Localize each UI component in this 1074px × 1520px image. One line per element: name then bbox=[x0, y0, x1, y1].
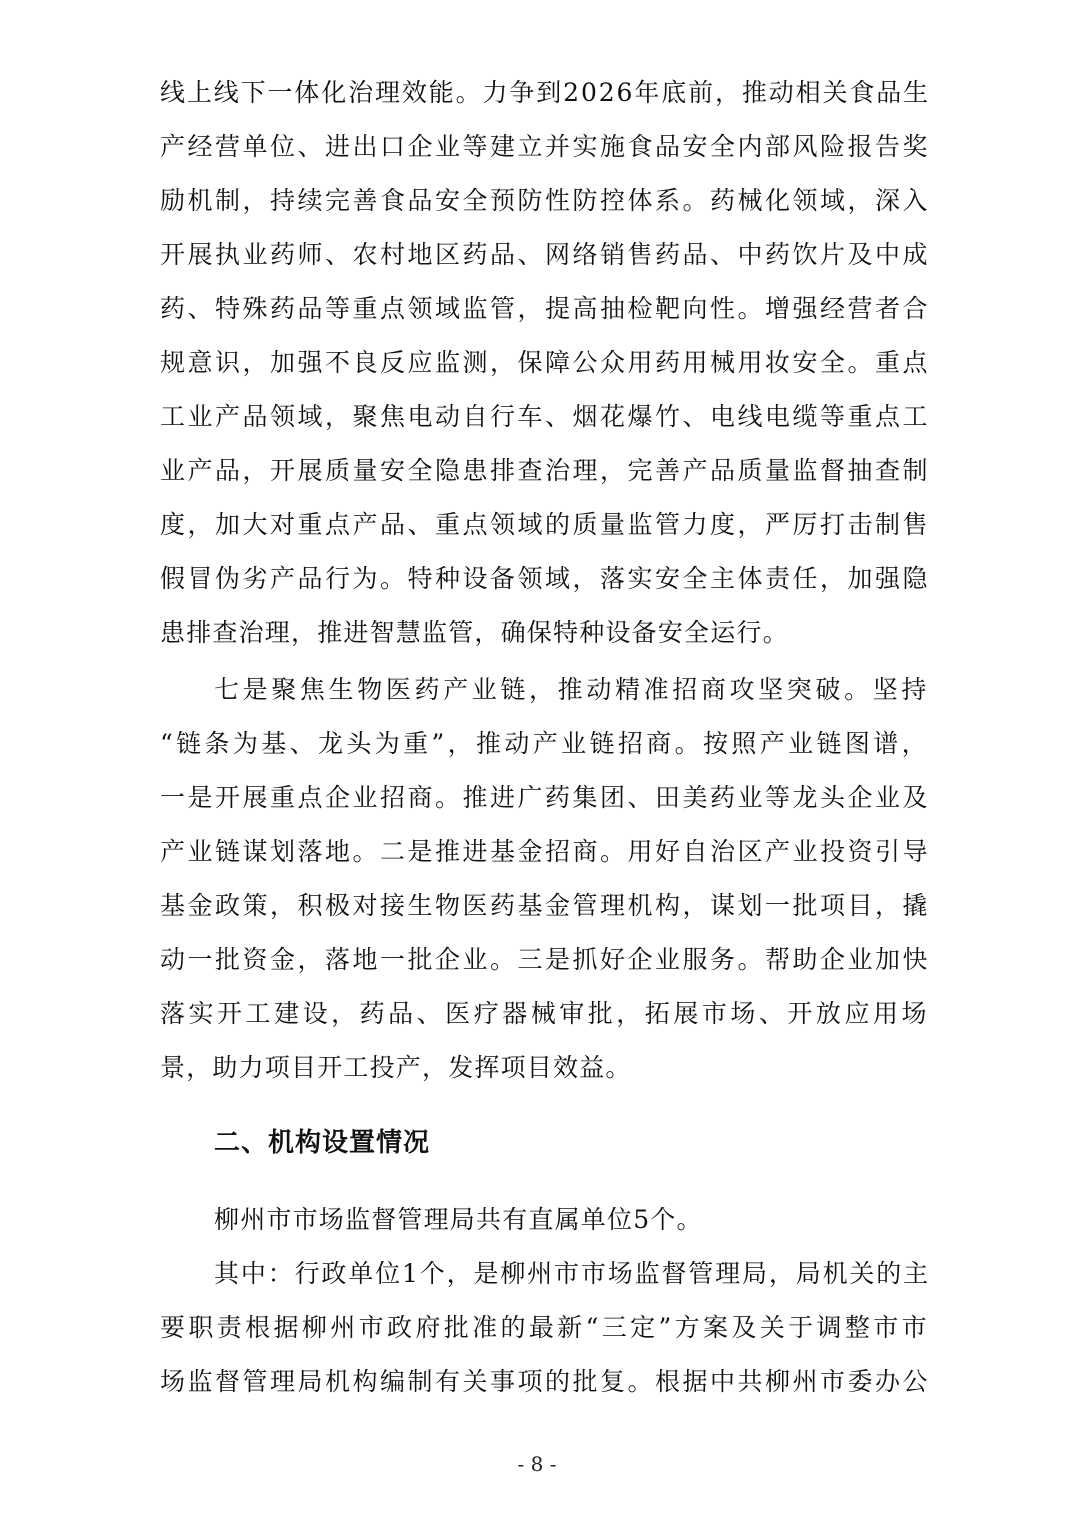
page-number: - 8 - bbox=[517, 1452, 557, 1476]
text-line: 产业链谋划落地。二是推进基金招商。用好自治区产业投资引导 bbox=[160, 837, 930, 866]
text-line: 场监督管理局机构编制有关事项的批复。根据中共柳州市委办公 bbox=[160, 1367, 930, 1396]
section-heading: 二、机构设置情况 bbox=[214, 1128, 431, 1158]
text-line: 线上线下一体化治理效能。力争到2026年底前，推动相关食品生 bbox=[160, 78, 930, 107]
text-line: 基金政策，积极对接生物医药基金管理机构，谋划一批项目，撬 bbox=[160, 891, 930, 920]
text-line: 开展执业药师、农村地区药品、网络销售药品、中药饮片及中成 bbox=[160, 240, 930, 269]
text-line: 景，助力项目开工投产，发挥项目效益。 bbox=[160, 1053, 632, 1082]
text-line: 动一批资金，落地一批企业。三是抓好企业服务。帮助企业加快 bbox=[160, 945, 930, 974]
text-line: 规意识，加强不良反应监测，保障公众用药用械用妆安全。重点 bbox=[160, 348, 930, 377]
text-line: “链条为基、龙头为重”，推动产业链招商。按照产业链图谱， bbox=[160, 729, 930, 758]
text-line: 工业产品领域，聚焦电动自行车、烟花爆竹、电线电缆等重点工 bbox=[160, 402, 930, 431]
text-line: 药、特殊药品等重点领域监管，提高抽检靶向性。增强经营者合 bbox=[160, 294, 930, 323]
text-line: 假冒伪劣产品行为。特种设备领域，落实安全主体责任，加强隐 bbox=[160, 564, 930, 593]
text-line: 落实开工建设，药品、医疗器械审批，拓展市场、开放应用场 bbox=[160, 999, 930, 1028]
text-line: 一是开展重点企业招商。推进广药集团、田美药业等龙头企业及 bbox=[160, 783, 930, 812]
text-line: 励机制，持续完善食品安全预防性防控体系。药械化领域，深入 bbox=[160, 186, 930, 215]
text-line: 其中：行政单位1个，是柳州市市场监督管理局，局机关的主 bbox=[214, 1259, 930, 1288]
text-line: 度，加大对重点产品、重点领域的质量监管力度，严厉打击制售 bbox=[160, 510, 930, 539]
text-line: 要职责根据柳州市政府批准的最新“三定”方案及关于调整市市 bbox=[160, 1313, 930, 1342]
text-line: 柳州市市场监督管理局共有直属单位5个。 bbox=[214, 1205, 703, 1234]
text-line: 业产品，开展质量安全隐患排查治理，完善产品质量监督抽查制 bbox=[160, 456, 930, 485]
text-line: 产经营单位、进出口企业等建立并实施食品安全内部风险报告奖 bbox=[160, 132, 930, 161]
text-line: 七是聚焦生物医药产业链，推动精准招商攻坚突破。坚持 bbox=[214, 675, 930, 704]
text-line: 患排查治理，推进智慧监管，确保特种设备安全运行。 bbox=[160, 618, 789, 647]
